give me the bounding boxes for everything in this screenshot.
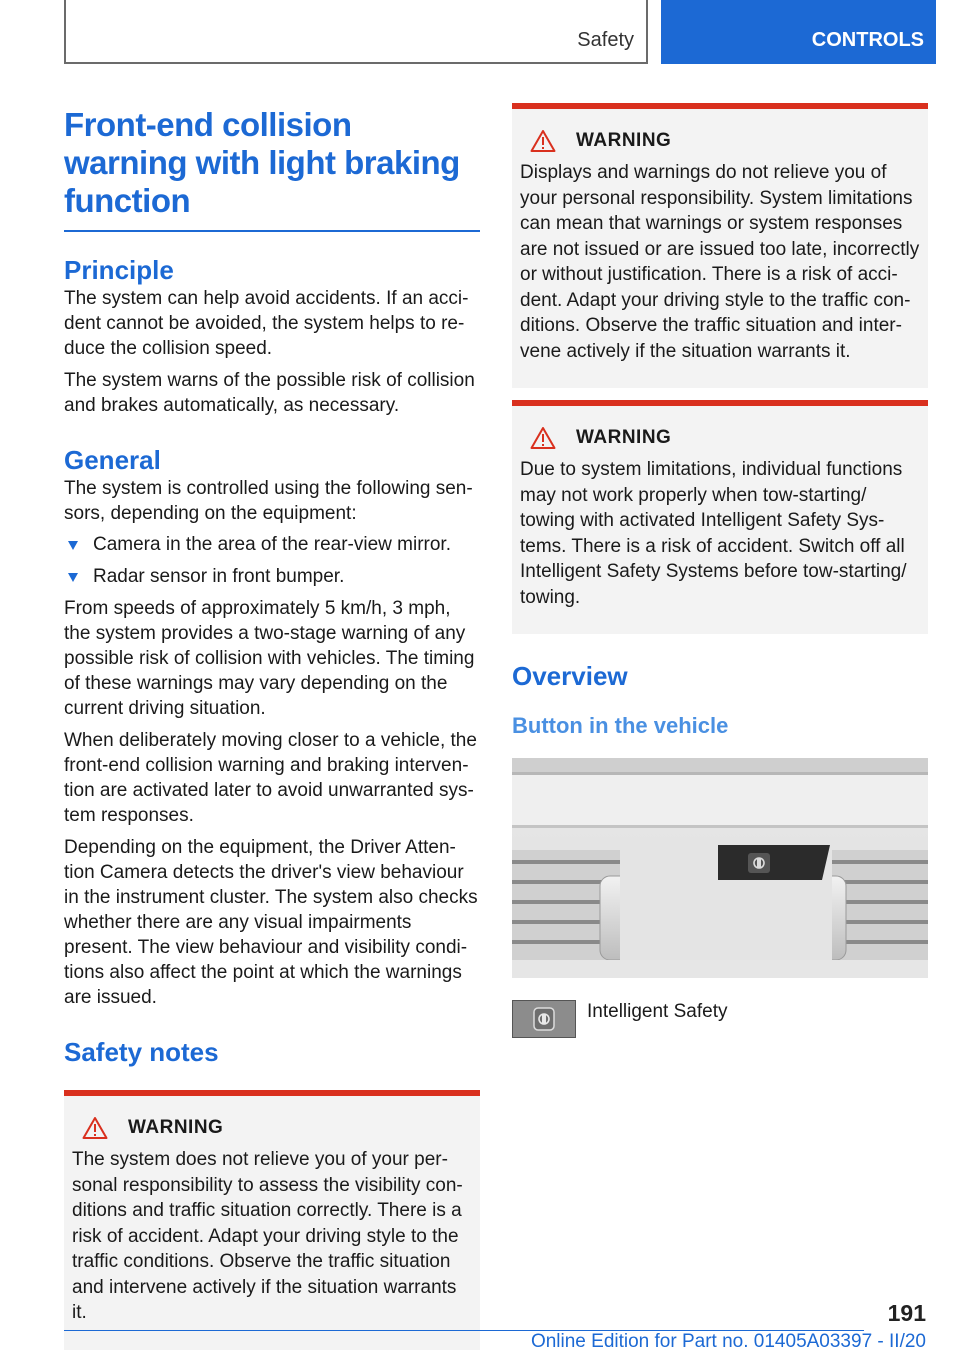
- footer-edition: Online Edition for Part no. 01405A03397 - II/20: [530, 1331, 926, 1352]
- warning-text: The system does not relieve you of your personal responsibility to assess the visibility conditions and traffic situation correctly. There is a risk of accident. Adapt your driving style to the traffic conditions. Observe the traffic situation and intervene actively if the situation warrants it.: [72, 1149, 463, 1323]
- section-title: Safety: [577, 29, 634, 51]
- general-paragraph-4: Depending on the equipment, the Driver Attention Camera detects the driver's view behaviour in the instrument cluster. The system also checks whether there are any visual impairments present. The view behaviour and visibility conditions also affect the point at which the warnings are issued.: [64, 837, 478, 1008]
- principle-paragraph-2: The system warns of the possible risk of collision and brakes automatically, as necessary.: [64, 370, 475, 416]
- general-paragraph-2: From speeds of approximately 5 km/h, 3 mph, the system provides a two-stage warning of any possible risk of collision with vehicles. The timing of these warnings may vary depending on the current driving situation.: [64, 598, 475, 719]
- list-item-text: Radar sensor in front bumper.: [93, 566, 345, 587]
- list-item: [64, 564, 480, 589]
- warning-box: [64, 1090, 480, 1350]
- right-column: [512, 103, 928, 1038]
- page-number: 191: [887, 1300, 926, 1326]
- header-frame: [64, 0, 648, 64]
- left-column: [64, 100, 480, 1350]
- warning-box: [512, 103, 928, 388]
- vehicle-button-photo: [512, 758, 928, 978]
- list-item: [64, 532, 480, 557]
- general-intro: The system is controlled using the following sensors, depending on the equipment:: [64, 478, 473, 524]
- heading-safety-notes: Safety notes: [64, 1037, 219, 1067]
- heading-general: General: [64, 445, 161, 475]
- principle-paragraph-1: The system can help avoid accidents. If an accident cannot be avoided, the system helps to reduce the collision speed.: [64, 288, 469, 359]
- bullet-triangle-icon: [68, 573, 78, 582]
- warning-label: WARNING: [576, 130, 672, 151]
- warning-text: Due to system limitations, individual functions may not work properly when tow-starting/ towing with activated Intelligent Safety Systems. There is a risk of accident. Switch off all Intelligent Safety Systems before tow-starting/ towing.: [520, 459, 907, 608]
- legend-row: [512, 1000, 928, 1038]
- warning-triangle-icon: [530, 426, 556, 450]
- heading-principle: Principle: [64, 255, 174, 285]
- bullet-triangle-icon: [68, 541, 78, 550]
- warning-triangle-icon: [82, 1116, 108, 1140]
- warning-label: WARNING: [128, 1117, 224, 1138]
- warning-header: [72, 1116, 472, 1140]
- warning-box: [512, 400, 928, 634]
- page-title: Front-end collision warning with light braking function: [64, 106, 460, 219]
- general-paragraph-3: When deliberately moving closer to a vehicle, the front-end collision warning and braking intervention are activated later to avoid unwarranted system responses.: [64, 730, 477, 826]
- chapter-tab[interactable]: [661, 0, 936, 64]
- warning-header: [520, 426, 920, 450]
- warning-label: WARNING: [576, 427, 672, 448]
- subheading-button-in-vehicle: Button in the vehicle: [512, 713, 729, 738]
- warning-header: [520, 129, 920, 153]
- legend-label: Intelligent Safety: [587, 1001, 728, 1022]
- list-item-text: Camera in the area of the rear-view mirror.: [93, 534, 451, 555]
- warning-triangle-icon: [530, 129, 556, 153]
- sensor-list: [64, 532, 480, 589]
- warning-text: Displays and warnings do not relieve you of your personal responsibility. System limitations can mean that warnings or system responses are not issued or are issued too late, incorrectly or without justification. There is a risk of accident. Adapt your driving style to the traffic conditions. Observe the traffic situation and intervene actively if the situation warrants it.: [520, 162, 920, 362]
- intelligent-safety-icon: [512, 1000, 576, 1038]
- heading-overview: Overview: [512, 661, 628, 691]
- chapter-title: CONTROLS: [811, 29, 924, 51]
